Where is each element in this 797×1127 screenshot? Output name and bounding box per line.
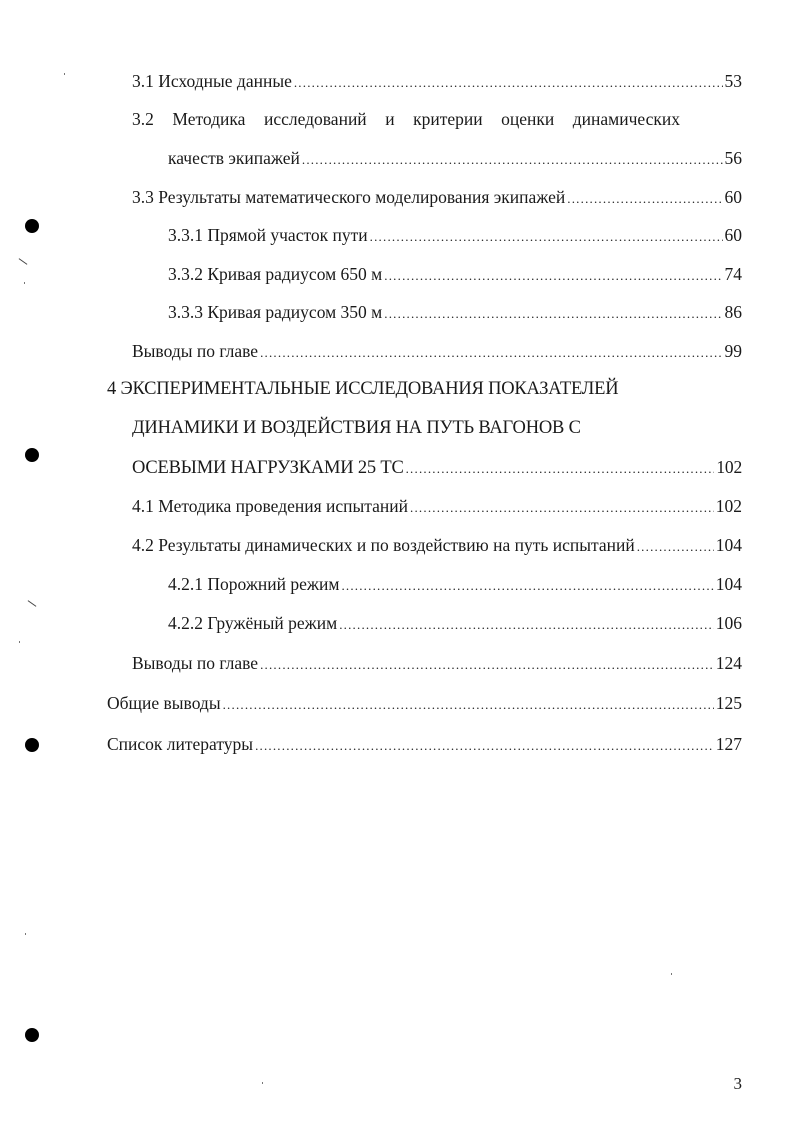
scan-mark (19, 258, 28, 265)
toc-leader-dots (406, 456, 715, 482)
toc-leader-dots (294, 70, 723, 96)
toc-leader-dots (339, 612, 714, 638)
toc-leader-dots (223, 692, 714, 718)
toc-word: исследований (263, 109, 367, 129)
toc-word: и (385, 109, 395, 129)
toc-entry-page: 125 (715, 693, 742, 713)
toc-entry-page: 127 (715, 734, 742, 754)
toc-entry-3-3-2[interactable] (168, 261, 742, 287)
scan-speck (19, 641, 20, 643)
toc-entry-page: 104 (715, 535, 742, 555)
toc-entry-page: 60 (724, 225, 742, 245)
toc-entry-page: 106 (715, 613, 742, 633)
toc-entry-4-2-2[interactable] (168, 610, 742, 636)
toc-leader-dots (370, 224, 723, 250)
toc-chapter-4-line3[interactable] (132, 454, 742, 480)
toc-entry-page: 53 (724, 71, 742, 91)
toc-entry-page: 99 (724, 341, 742, 361)
toc-leader-dots (410, 495, 714, 521)
toc-entry-3-3[interactable] (132, 184, 742, 210)
toc-entry-3-2-line2[interactable] (168, 145, 742, 171)
toc-word: оценки (501, 109, 555, 129)
toc-entry-4-1[interactable] (132, 493, 742, 519)
toc-word: критерии (413, 109, 483, 129)
toc-entry-label: качеств экипажей (168, 148, 300, 168)
toc-leader-dots (260, 652, 714, 678)
toc-leader-dots (384, 263, 722, 289)
toc-entry-3-3-3[interactable] (168, 299, 742, 325)
toc-entry-3-2-line1[interactable] (132, 106, 680, 132)
toc-entry-label: Список литературы (107, 734, 254, 754)
toc-entry-references[interactable] (107, 731, 742, 757)
toc-entry-conclusions-3[interactable] (132, 338, 742, 364)
scan-speck (671, 973, 672, 975)
toc-entry-label: ОСЕВЫМИ НАГРУЗКАМИ 25 ТС (132, 458, 404, 478)
toc-leader-dots (302, 147, 723, 173)
toc-entry-label: 4.2.1 Порожний режим (168, 574, 340, 594)
toc-entry-label: 3.3.1 Прямой участок пути (168, 225, 368, 245)
toc-entry-3-1[interactable] (132, 68, 742, 94)
toc-entry-label: 3.3.2 Кривая радиусом 650 м (168, 264, 383, 284)
page-number: 3 (733, 1074, 742, 1093)
toc-entry-label: 4.2 Результаты динамических и по воздействию на путь испытаний (132, 535, 635, 555)
toc-entry-page: 56 (724, 148, 742, 168)
toc-word: 3.2 (132, 109, 154, 129)
toc-word: Методика (172, 109, 246, 129)
toc-entry-page: 60 (724, 187, 742, 207)
toc-entry-4-2[interactable] (132, 532, 742, 558)
toc-word: динамических (572, 109, 680, 129)
scan-speck (24, 282, 25, 284)
toc-entry-label: Выводы по главе (132, 341, 259, 361)
toc-leader-dots (567, 186, 722, 212)
toc-leader-dots (384, 301, 722, 327)
punch-hole (25, 1028, 39, 1042)
toc-entry-page: 102 (715, 496, 742, 516)
scan-speck (262, 1082, 263, 1084)
toc-entry-page: 102 (716, 457, 742, 477)
toc-entry-page: 86 (724, 302, 742, 322)
toc-entry-label: Общие выводы (107, 693, 221, 713)
toc-entry-label: 4.1 Методика проведения испытаний (132, 496, 409, 516)
toc-entry-conclusions-4[interactable] (132, 650, 742, 676)
toc-leader-dots (637, 534, 714, 560)
scan-speck (64, 73, 65, 75)
punch-hole (25, 738, 39, 752)
toc-leader-dots (341, 573, 713, 599)
toc-entry-label: 4.2.2 Гружёный режим (168, 613, 338, 633)
toc-entry-page: 124 (715, 653, 742, 673)
toc-entry-3-3-1[interactable] (168, 222, 742, 248)
toc-entry-label: Выводы по главе (132, 653, 259, 673)
toc-entry-4-2-1[interactable] (168, 571, 742, 597)
toc-entry-page: 74 (724, 264, 742, 284)
toc-entry-label: 3.1 Исходные данные (132, 71, 292, 91)
toc-entry-page: 104 (715, 574, 742, 594)
punch-hole (25, 219, 39, 233)
toc-chapter-4-line2[interactable]: ДИНАМИКИ И ВОЗДЕЙСТВИЯ НА ПУТЬ ВАГОНОВ С (132, 418, 581, 438)
toc-entry-label: 3.3 Результаты математического моделирования экипажей (132, 187, 566, 207)
toc-entry-general-conclusions[interactable] (107, 690, 742, 716)
toc-leader-dots (255, 733, 714, 759)
toc-entry-label: 3.3.3 Кривая радиусом 350 м (168, 302, 383, 322)
toc-leader-dots (260, 340, 722, 366)
scan-mark (28, 600, 37, 607)
toc-chapter-4-line1[interactable]: 4 ЭКСПЕРИМЕНТАЛЬНЫЕ ИССЛЕДОВАНИЯ ПОКАЗАТЕЛЕЙ (107, 379, 619, 399)
scan-speck (25, 933, 26, 935)
punch-hole (25, 448, 39, 462)
